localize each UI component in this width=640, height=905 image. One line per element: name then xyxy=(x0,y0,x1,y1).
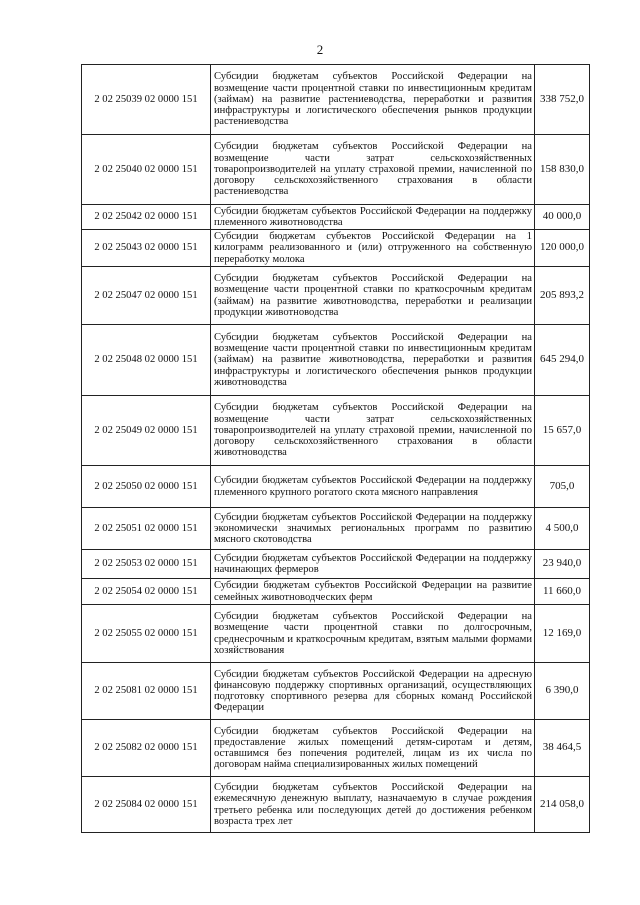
budget-code-cell: 2 02 25042 02 0000 151 xyxy=(82,205,211,230)
description-cell: Субсидии бюджетам субъектов Российской Федерации на возмещение части процентной ставки по инвестиционным кредитам (займам) на развитие растениеводства, переработки и развития инфраструктуры и логистического обеспечения рынков продукции растениеводства xyxy=(211,65,535,135)
amount-cell: 40 000,0 xyxy=(535,205,590,230)
table-row xyxy=(82,205,590,230)
description-cell: Субсидии бюджетам субъектов Российской Федерации на развитие семейных животноводческих ферм xyxy=(211,579,535,605)
amount-cell: 205 893,2 xyxy=(535,267,590,325)
description-cell: Субсидии бюджетам субъектов Российской Федерации на предоставление жилых помещений детям-сиротам и детям, оставшимся без попечения родителей, лицам из их числа по договорам найма специализированных жилых помещений xyxy=(211,720,535,777)
table-row xyxy=(82,777,590,833)
description-cell: Субсидии бюджетам субъектов Российской Федерации на поддержку племенного крупного рогатого скота мясного направления xyxy=(211,466,535,508)
amount-cell: 12 169,0 xyxy=(535,605,590,663)
page-number: 2 xyxy=(316,42,324,57)
table-row xyxy=(82,65,590,135)
amount-cell: 120 000,0 xyxy=(535,230,590,267)
table-row xyxy=(82,605,590,663)
budget-code-cell: 2 02 25082 02 0000 151 xyxy=(82,720,211,777)
table-row xyxy=(82,267,590,325)
table-row xyxy=(82,466,590,508)
amount-cell: 6 390,0 xyxy=(535,663,590,720)
description-cell: Субсидии бюджетам субъектов Российской Федерации на поддержку племенного животноводства xyxy=(211,205,535,230)
amount-cell: 38 464,5 xyxy=(535,720,590,777)
amount-cell: 705,0 xyxy=(535,466,590,508)
budget-code-cell: 2 02 25051 02 0000 151 xyxy=(82,508,211,550)
description-cell: Субсидии бюджетам субъектов Российской Федерации на возмещение части процентной ставки по краткосрочным кредитам (займам) на развитие животноводства, переработки и реализации продукции животноводства xyxy=(211,267,535,325)
budget-code-cell: 2 02 25055 02 0000 151 xyxy=(82,605,211,663)
budget-code-cell: 2 02 25054 02 0000 151 xyxy=(82,579,211,605)
budget-code-cell: 2 02 25049 02 0000 151 xyxy=(82,396,211,466)
amount-cell: 645 294,0 xyxy=(535,325,590,396)
budget-code-cell: 2 02 25040 02 0000 151 xyxy=(82,135,211,205)
description-cell: Субсидии бюджетам субъектов Российской Федерации на возмещение части затрат сельскохозяйственных товаропроизводителей на уплату страховой премии, начисленной по договору сельскохозяйственного страхования в области растениеводства xyxy=(211,135,535,205)
table-row xyxy=(82,663,590,720)
table-row xyxy=(82,508,590,550)
budget-code-cell: 2 02 25047 02 0000 151 xyxy=(82,267,211,325)
amount-cell: 338 752,0 xyxy=(535,65,590,135)
table-row xyxy=(82,720,590,777)
table-row xyxy=(82,230,590,267)
description-cell: Субсидии бюджетам субъектов Российской Федерации на возмещение части затрат сельскохозяйственных товаропроизводителей на уплату страховой премии, начисленной по договору сельскохозяйственного страхования в области животноводства xyxy=(211,396,535,466)
table-row xyxy=(82,135,590,205)
amount-cell: 11 660,0 xyxy=(535,579,590,605)
description-cell: Субсидии бюджетам субъектов Российской Федерации на адресную финансовую поддержку спортивных организаций, осуществляющих подготовку спортивного резерва для сборных команд Российской Федерации xyxy=(211,663,535,720)
description-cell: Субсидии бюджетам субъектов Российской Федерации на 1 килограмм реализованного и (или) отгруженного на собственную переработку молока xyxy=(211,230,535,267)
amount-cell: 4 500,0 xyxy=(535,508,590,550)
description-cell: Субсидии бюджетам субъектов Российской Федерации на поддержку начинающих фермеров xyxy=(211,550,535,579)
budget-code-cell: 2 02 25053 02 0000 151 xyxy=(82,550,211,579)
budget-code-cell: 2 02 25084 02 0000 151 xyxy=(82,777,211,833)
amount-cell: 214 058,0 xyxy=(535,777,590,833)
table-row xyxy=(82,396,590,466)
table-row xyxy=(82,325,590,396)
amount-cell: 158 830,0 xyxy=(535,135,590,205)
description-cell: Субсидии бюджетам субъектов Российской Федерации на возмещение части процентной ставки по долгосрочным, среднесрочным и краткосрочным кредитам, взятым малыми формами хозяйствования xyxy=(211,605,535,663)
amount-cell: 23 940,0 xyxy=(535,550,590,579)
amount-cell: 15 657,0 xyxy=(535,396,590,466)
description-cell: Субсидии бюджетам субъектов Российской Федерации на ежемесячную денежную выплату, назначаемую в случае рождения третьего ребенка или последующих детей до достижения ребенком возраста трех лет xyxy=(211,777,535,833)
budget-code-cell: 2 02 25050 02 0000 151 xyxy=(82,466,211,508)
budget-code-cell: 2 02 25043 02 0000 151 xyxy=(82,230,211,267)
description-cell: Субсидии бюджетам субъектов Российской Федерации на поддержку экономически значимых региональных программ по развитию мясного скотоводства xyxy=(211,508,535,550)
table-row xyxy=(82,579,590,605)
budget-table xyxy=(81,64,590,833)
budget-code-cell: 2 02 25039 02 0000 151 xyxy=(82,65,211,135)
description-cell: Субсидии бюджетам субъектов Российской Федерации на возмещение части процентной ставки по инвестиционным кредитам (займам) на развитие животноводства, переработки и развития инфраструктуры и логистического обеспечения рынков продукции животноводства xyxy=(211,325,535,396)
table-row xyxy=(82,550,590,579)
budget-code-cell: 2 02 25081 02 0000 151 xyxy=(82,663,211,720)
budget-code-cell: 2 02 25048 02 0000 151 xyxy=(82,325,211,396)
